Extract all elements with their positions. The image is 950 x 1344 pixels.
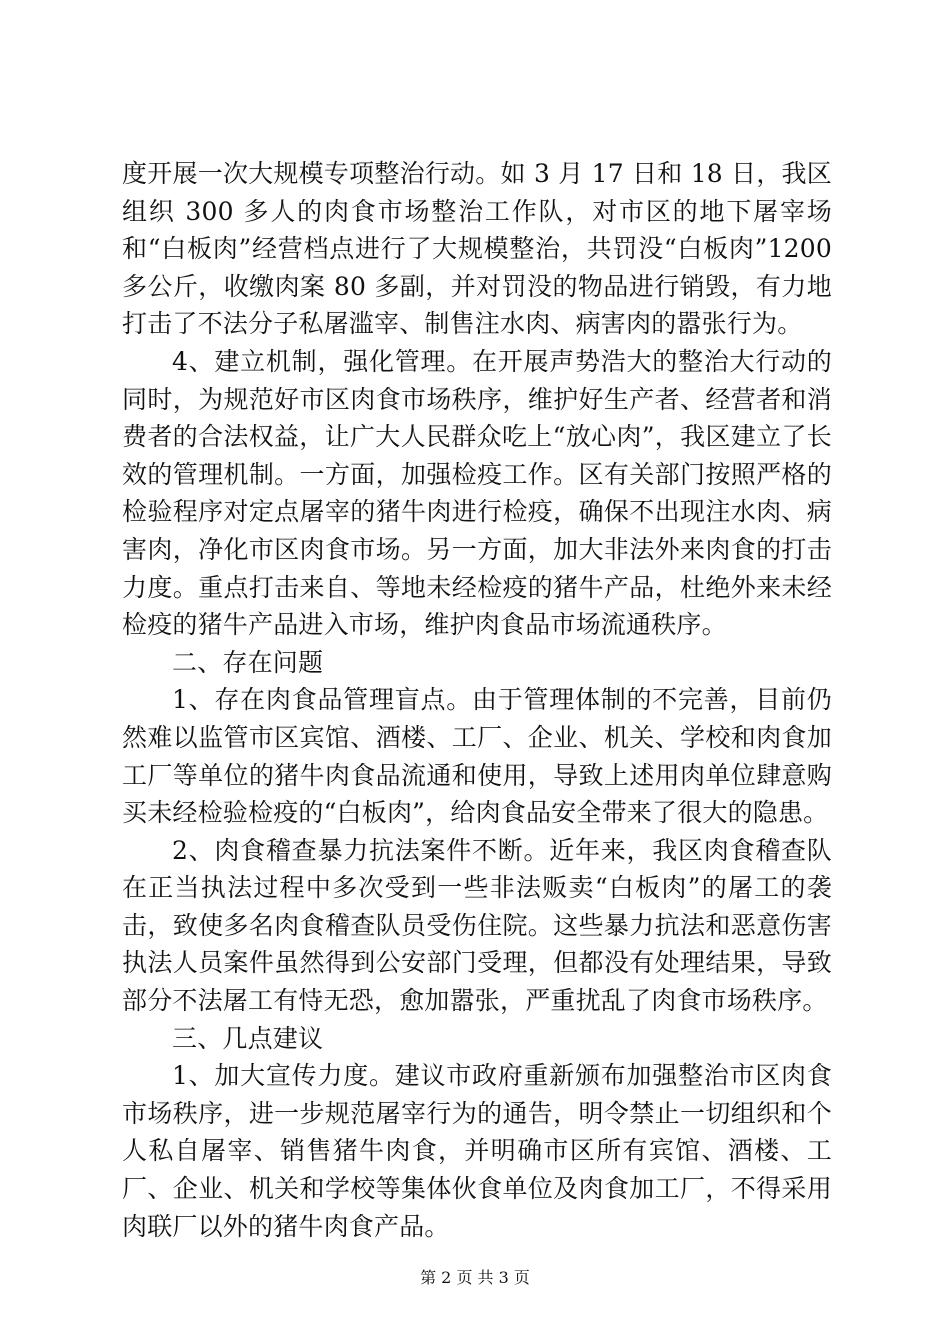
- paragraph-4: 2、肉食稽查暴力抗法案件不断。近年来，我区肉食稽查队在正当执法过程中多次受到一些非法贩卖“白板肉”的屠工的袭击，致使多名肉食稽查队员受伤住院。这些暴力抗法和恶意伤害执法人员案件虽然得到公安部门受理，但都没有处理结果，导致部分不法屠工有恃无恐，愈加嚣张，严重扰乱了肉食市场秩序。: [122, 835, 832, 1016]
- paragraph-3: 1、存在肉食品管理盲点。由于管理体制的不完善，目前仍然难以监管市区宾馆、酒楼、工厂、企业、机关、学校和肉食加工厂等单位的猪牛肉食品流通和使用，导致上述用肉单位肆意购买未经检验检疫的“白板肉”，给肉食品安全带来了很大的隐患。: [122, 685, 832, 828]
- section-heading-problems: 二、存在问题: [172, 647, 324, 677]
- paragraph-2: 4、建立机制，强化管理。在开展声势浩大的整治大行动的同时，为规范好市区肉食市场秩序，维护好生产者、经营者和消费者的合法权益，让广大人民群众吃上“放心肉”，我区建立了长效的管理机制。一方面，加强检疫工作。区有关部门按照严格的检验程序对定点屠宰的猪牛肉进行检疫，确保不出现注水肉、病害肉，净化市区肉食市场。另一方面，加大非法外来肉食的打击力度。重点打击来自、等地未经检疫的猪牛产品，杜绝外来未经检疫的猪牛产品进入市场，维护肉食品市场流通秩序。: [122, 346, 832, 640]
- paragraph-5: 1、加大宣传力度。建议市政府重新颁布加强整治市区肉食市场秩序，进一步规范屠宰行为的通告，明令禁止一切组织和个人私自屠宰、销售猪牛肉食，并明确市区所有宾馆、酒楼、工厂、企业、机关和学校等集体伙食单位及肉食加工厂，不得采用肉联厂以外的猪牛肉食产品。: [122, 1061, 832, 1241]
- page-number-footer: 第 2 页 共 3 页: [420, 1268, 530, 1287]
- paragraph-1: 度开展一次大规模专项整治行动。如 3 月 17 日和 18 日，我区组织 300 多人的肉食市场整治工作队，对市区的地下屠宰场和“白板肉”经营档点进行了大规模整治，共罚没“白板肉”1200 多公斤，收缴肉案 80 多副，并对罚没的物品进行销毁，有力地打击了不法分子私屠滥宰、制售注水肉、病害肉的嚣张行为。: [122, 159, 832, 339]
- section-heading-suggestions: 三、几点建议: [172, 1023, 324, 1053]
- document-body: [122, 155, 832, 1245]
